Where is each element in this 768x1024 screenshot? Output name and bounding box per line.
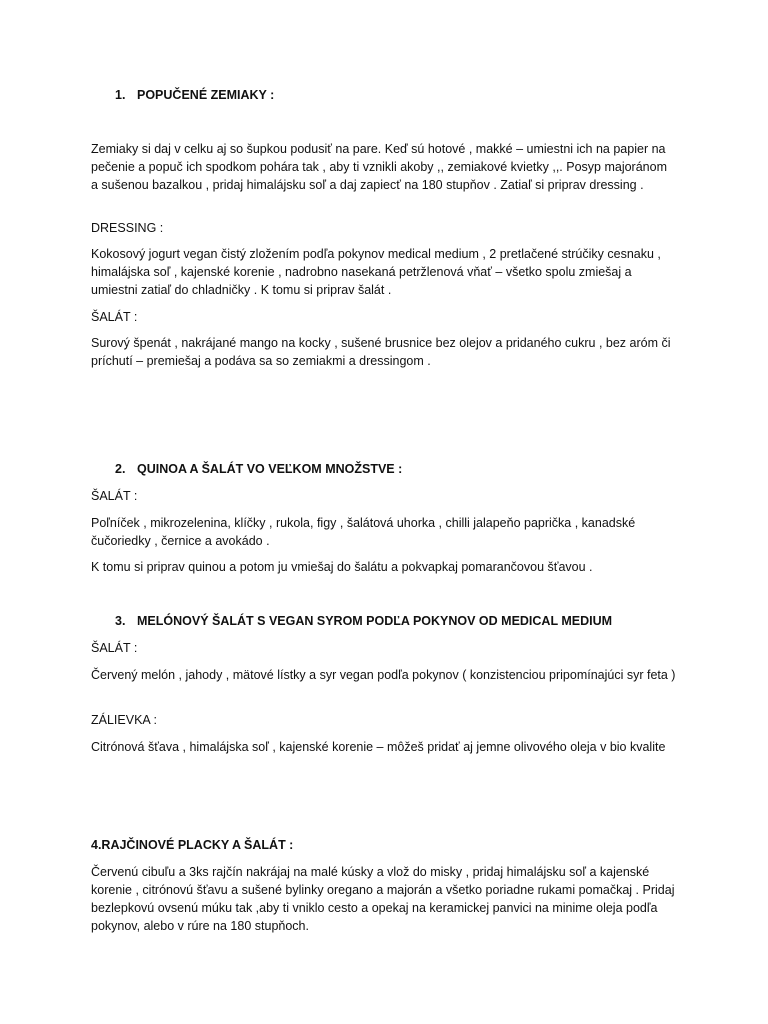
recipe-1-intro: Zemiaky si daj v celku aj so šupkou podusiť na pare. Keď sú hotové , makké – umiestni ich na papier na pečenie a popuč ich spodkom pohára tak , aby ti vznikli akoby ,, zemiakové kvietky ,,. Posyp majoránom a sušenou bazalkou , pridaj himalájsku soľ a daj zapiecť na 180 stupňov . Zatiaľ si priprav dressing . [91, 142, 667, 192]
recipe-1-heading [115, 86, 274, 104]
recipe-3-dressing-label: ZÁLIEVKA : [91, 713, 158, 727]
recipe-2-salad-label: ŠALÁT : [91, 489, 138, 503]
recipe-4-heading [91, 836, 293, 854]
recipe-3-heading [115, 612, 612, 630]
recipe-3-salad-text: Červený melón , jahody , mätové lístky a syr vegan podľa pokynov ( konzistenciou pripomínajúci syr feta ) [91, 668, 676, 682]
recipe-3-dressing-text: Citrónová šťava , himalájska soľ , kajenské korenie – môžeš pridať aj jemne olivového oleja v bio kvalite [91, 740, 666, 754]
recipe-1-number: 1. [115, 88, 126, 102]
recipe-2-extra-text: K tomu si priprav quinou a potom ju vmiešaj do šalátu a pokvapkaj pomarančovou šťavou . [91, 560, 593, 574]
recipe-2-salad-text: Poľníček , mikrozelenina, klíčky , rukola, figy , šalátová uhorka , chilli jalapeňo paprička , kanadské čučoriedky , černice a avokádo . [91, 516, 636, 548]
recipe-1-salad-label: ŠALÁT : [91, 310, 138, 324]
recipe-3-number: 3. [115, 614, 126, 628]
recipe-4-text: Červenú cibuľu a 3ks rajčín nakrájaj na malé kúsky a vlož do misky , pridaj himalájsku soľ a kajenské korenie , citrónovú šťavu a sušené bylinky oregano a majorán a všetko poriadne rukami pomačkaj . Pridaj bezlepkovú ovsenú múku tak ,aby ti vniklo cesto a opekaj na keramickej panvici na minime oleja podľa pokynov, alebo v rúre na 180 stupňoch. [91, 865, 675, 933]
recipe-2-heading [115, 460, 402, 478]
recipe-3-title: MELÓNOVÝ ŠALÁT S VEGAN SYROM PODĽA POKYNOV OD MEDICAL MEDIUM [137, 614, 613, 628]
recipe-1-dressing-label: DRESSING : [91, 221, 164, 235]
recipe-3-salad-label: ŠALÁT : [91, 641, 138, 655]
recipe-1-dressing-text: Kokosový jogurt vegan čistý zložením podľa pokynov medical medium , 2 pretlačené strúčiky cesnaku , himalájska soľ , kajenské korenie , nadrobno nasekaná petržlenová vňať – všetko spolu zmiešaj a umiestni zatiaľ do chladničky . K tomu si priprav šalát . [91, 247, 661, 297]
recipe-1-title: POPUČENÉ ZEMIAKY : [137, 88, 275, 102]
recipe-4-title: 4.RAJČINOVÉ PLACKY A ŠALÁT : [91, 838, 294, 852]
recipe-2-number: 2. [115, 462, 126, 476]
recipe-1-salad-text: Surový špenát , nakrájané mango na kocky , sušené brusnice bez olejov a pridaného cukru , bez aróm či príchutí – premiešaj a podáva sa so zemiakmi a dressingom . [91, 336, 671, 368]
recipe-2-title: QUINOA A ŠALÁT VO VEĽKOM MNOŽSTVE : [137, 462, 403, 476]
